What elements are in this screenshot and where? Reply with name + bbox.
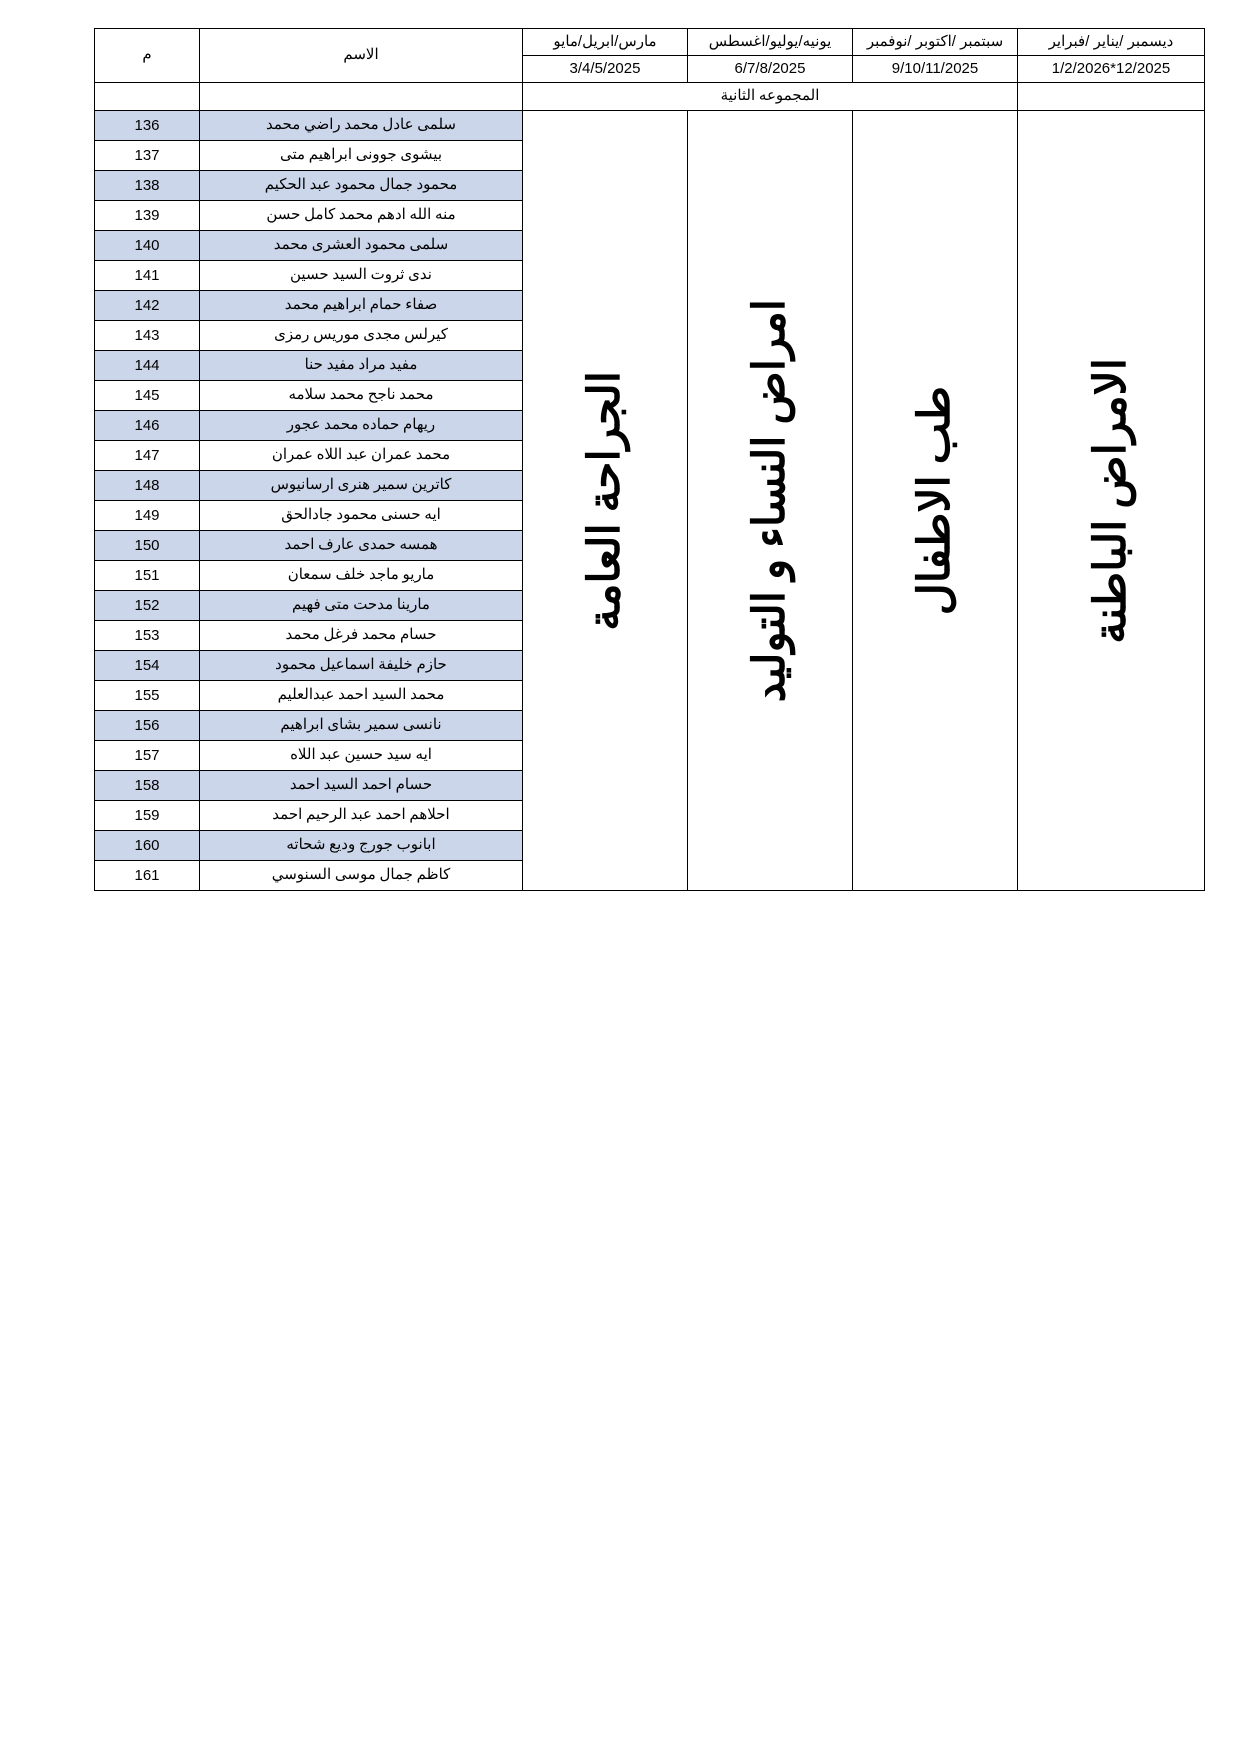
header-month-mar: مارس/ابريل/مايو <box>523 29 688 56</box>
table-row-name: حازم خليفة اسماعيل محمود <box>200 651 523 681</box>
table-row-name: صفاء حمام ابراهيم محمد <box>200 291 523 321</box>
table-row-name: حسام محمد فرغل محمد <box>200 621 523 651</box>
table-row-name: سلمى عادل محمد راضي محمد <box>200 111 523 141</box>
group-label: المجموعه الثانية <box>523 83 1018 111</box>
table-row-number: 153 <box>95 621 200 651</box>
table-row-number: 142 <box>95 291 200 321</box>
header-date-mar: 3/4/5/2025 <box>523 56 688 83</box>
table-row-number: 137 <box>95 141 200 171</box>
table-row-name: ندى ثروت السيد حسين <box>200 261 523 291</box>
table-row-number: 141 <box>95 261 200 291</box>
table-row-number: 152 <box>95 591 200 621</box>
header-month-sep: سبتمبر /اكتوبر /نوفمبر <box>853 29 1018 56</box>
table-row-number: 138 <box>95 171 200 201</box>
header-months-row <box>95 29 1205 56</box>
table-row-name: كاظم جمال موسى السنوسي <box>200 861 523 891</box>
header-month-jun: يونيه/يوليو/اغسطس <box>688 29 853 56</box>
table-row-name: كاترين سمير هنرى ارسانيوس <box>200 471 523 501</box>
schedule-table <box>94 28 1205 891</box>
group-blank-num <box>95 83 200 111</box>
table-row-number: 147 <box>95 441 200 471</box>
table-row-number: 144 <box>95 351 200 381</box>
table-row-name: بيشوى جوونى ابراهيم متى <box>200 141 523 171</box>
header-month-dec: ديسمبر /يناير /فبراير <box>1018 29 1205 56</box>
body-row <box>95 111 1205 141</box>
table-row-number: 154 <box>95 651 200 681</box>
table-row-name: محمد ناجح محمد سلامه <box>200 381 523 411</box>
department-internal-medicine: الامراض الباطنة <box>1018 111 1205 891</box>
table-row-number: 160 <box>95 831 200 861</box>
table-row-number: 140 <box>95 231 200 261</box>
department-general-surgery: الجراحة العامة <box>523 111 688 891</box>
group-blank-name <box>200 83 523 111</box>
table-row-number: 148 <box>95 471 200 501</box>
table-row-name: ماريو ماجد خلف سمعان <box>200 561 523 591</box>
table-row-number: 161 <box>95 861 200 891</box>
table-row-name: ايه سيد حسين عبد اللاه <box>200 741 523 771</box>
table-row-name: كيرلس مجدى موريس رمزى <box>200 321 523 351</box>
table-row-number: 157 <box>95 741 200 771</box>
table-row-number: 158 <box>95 771 200 801</box>
table-row-number: 151 <box>95 561 200 591</box>
table-row-number: 159 <box>95 801 200 831</box>
table-row-name: ابانوب جورج وديع شحاته <box>200 831 523 861</box>
table-row-number: 145 <box>95 381 200 411</box>
table-row-name: حسام احمد السيد احمد <box>200 771 523 801</box>
table-row-name: سلمى محمود العشرى محمد <box>200 231 523 261</box>
table-row-number: 146 <box>95 411 200 441</box>
table-row-number: 143 <box>95 321 200 351</box>
header-date-jun: 6/7/8/2025 <box>688 56 853 83</box>
table-row-number: 139 <box>95 201 200 231</box>
header-date-sep: 9/10/11/2025 <box>853 56 1018 83</box>
table-row-number: 149 <box>95 501 200 531</box>
table-row-name: محمد عمران عبد اللاه عمران <box>200 441 523 471</box>
table-row-name: مارينا مدحت متى فهيم <box>200 591 523 621</box>
table-row-name: ايه حسنى محمود جادالحق <box>200 501 523 531</box>
table-row-number: 156 <box>95 711 200 741</box>
table-row-number: 136 <box>95 111 200 141</box>
table-row-name: منه الله ادهم محمد كامل حسن <box>200 201 523 231</box>
table-row-name: ريهام حماده محمد عجور <box>200 411 523 441</box>
table-row-name: نانسى سمير بشاى ابراهيم <box>200 711 523 741</box>
header-name: الاسم <box>200 29 523 83</box>
group-blank-dec <box>1018 83 1205 111</box>
department-pediatrics: طب الاطفال <box>853 111 1018 891</box>
table-row-number: 155 <box>95 681 200 711</box>
header-number: م <box>95 29 200 83</box>
table-row-name: احلاهم احمد عبد الرحيم احمد <box>200 801 523 831</box>
table-row-name: محمود جمال محمود عبد الحكيم <box>200 171 523 201</box>
table-row-number: 150 <box>95 531 200 561</box>
table-row-name: مفيد مراد مفيد حنا <box>200 351 523 381</box>
department-obgyn: امراض النساء و التوليد <box>688 111 853 891</box>
table-row-name: محمد السيد احمد عبدالعليم <box>200 681 523 711</box>
table-row-name: همسه حمدى عارف احمد <box>200 531 523 561</box>
header-date-dec: 12/2025*1/2/2026 <box>1018 56 1205 83</box>
group-label-row <box>95 83 1205 111</box>
